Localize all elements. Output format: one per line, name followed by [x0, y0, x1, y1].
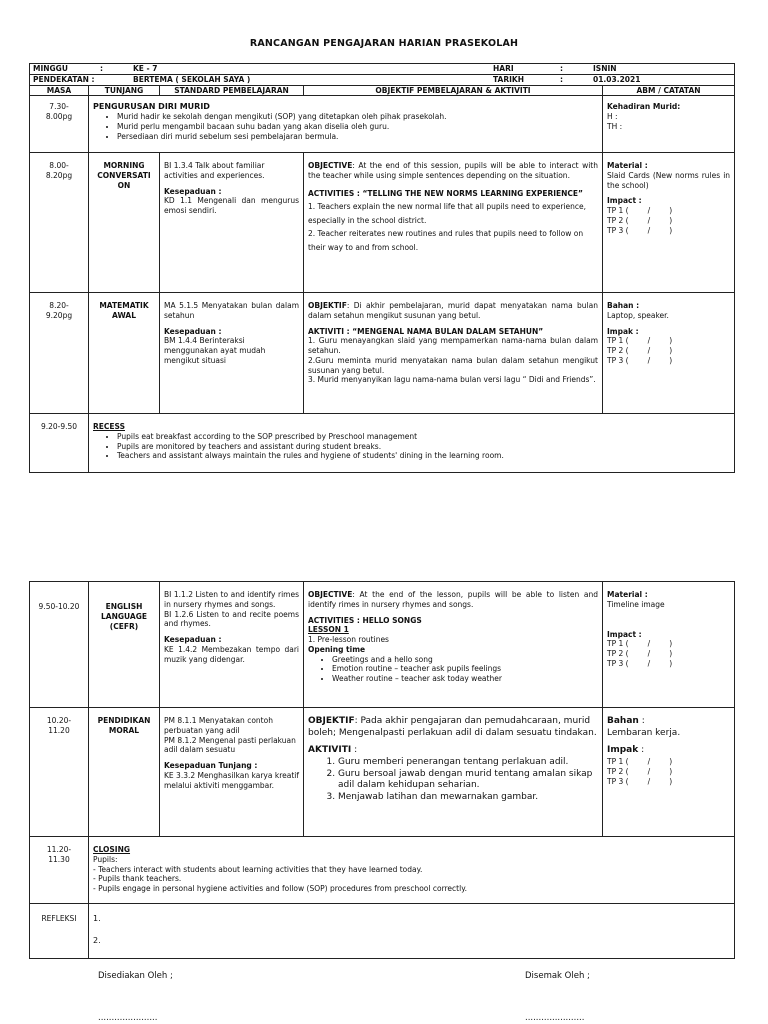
tp-2: TP 2 ( / ) [607, 346, 673, 355]
objective-label: OBJEKTIF [308, 301, 347, 310]
checked-by-label: Disemak Oleh ; [525, 971, 590, 981]
closing-line: Pupils: [93, 854, 118, 864]
material-text: Laptop, speaker. [607, 310, 669, 320]
minggu-value: KE - 7 [133, 64, 158, 73]
activity-3: 3. Murid menyanyikan lagu nama-nama bulan versi lagu “ Didi and Friends”. [308, 375, 596, 385]
header-row-1 [30, 64, 735, 75]
standard-text: BI 1.3.4 Talk about familiar activities and experiences. [164, 161, 265, 180]
abm-th: TH : [607, 121, 623, 131]
abm-cell [603, 153, 735, 293]
recess-cell [89, 414, 735, 473]
material-label: Bahan : [607, 301, 640, 310]
material-label: Material : [607, 590, 648, 599]
abm-cell [603, 582, 735, 708]
tunjang-cell: ENGLISH LANGUAGE (CEFR) [89, 582, 160, 708]
standard-text-1: PM 8.1.1 Menyatakan contoh perbuatan yang adil [164, 716, 273, 735]
list-item: 2. Guru bersoal jawab dengan murid tentang amalan sikap adil dalam kehidupan seharian. [338, 769, 598, 792]
objective-text: : Pada akhir pengajaran dan pemudahcaraan, murid boleh; Mengenalpasti perlakuan adil di dalam sesuatu tindakan. [308, 716, 597, 738]
standard-text-2: PM 8.1.2 Mengenal pasti perlakuan adil dalam sesuatu [164, 735, 296, 755]
tp-1: TP 1 ( / ) [607, 639, 673, 649]
kesepaduan-text: KD 1.1 Mengenali dan mengurus emosi sendiri. [164, 196, 299, 215]
refleksi-line-2: 2. [93, 936, 101, 946]
row-closing [30, 837, 735, 904]
standard-cell [160, 708, 304, 837]
col-objektif: OBJEKTIF PEMBELAJARAN & AKTIVITI [304, 86, 603, 96]
refleksi-label: REFLEKSI [30, 904, 89, 959]
colon-2: : [560, 64, 563, 73]
time-cell: 7.30- 8.00pg [30, 96, 89, 153]
standard-text-1: BI 1.1.2 Listen to and identify rimes in nursery rhymes and songs. [164, 590, 299, 609]
kesepaduan-label: Kesepaduan : [164, 635, 222, 644]
list-item: • Murid hadir ke sekolah dengan mengikuti (SOP) yang ditetapkan oleh pihak prasekolah. [117, 112, 598, 122]
objective-label: OBJECTIVE [308, 590, 353, 599]
pendekatan-label: PENDEKATAN : [33, 75, 95, 84]
objective-text: : At the end of the lesson, pupils will be able to listen and identify rimes in nursery rhymes and songs. [308, 590, 598, 609]
tunjang-cell: PENDIDIKAN MORAL [89, 708, 160, 837]
tunjang-cell: MORNING CONVERSATI ON [89, 153, 160, 293]
objective-cell [304, 582, 603, 708]
row-recess [30, 414, 735, 473]
abm-title: Kehadiran Murid: [607, 102, 681, 111]
pengurusan-cell [89, 96, 603, 153]
kesepaduan-text: KE 3.3.2 Menghasilkan karya kreatif melalui aktiviti menggambar. [164, 770, 299, 790]
section-title: PENGURUSAN DIRI MURID [93, 102, 210, 111]
abm-cell [603, 96, 735, 153]
activity-2: 2.Guru meminta murid menyatakan nama bulan dalam setahun mengikut susunan yang betul. [308, 355, 598, 375]
time-cell: 8.20- 9.20pg [30, 293, 89, 414]
impact-label: Impact : [607, 629, 642, 639]
lesson-plan-table-1 [29, 63, 735, 473]
material-text: Lembaran kerja. [607, 727, 681, 738]
impact-label: Impact : [607, 196, 642, 206]
tp-2: TP 2 ( / ) [607, 766, 673, 776]
activity-1: 1. Guru menayangkan slaid yang mempamerkan nama-nama bulan dalam setahun. [308, 336, 598, 355]
list-item: 3. Menjawab latihan dan mewarnakan gambar. [338, 792, 598, 804]
material-text: Timeline image [607, 599, 665, 609]
refleksi-cell [89, 904, 735, 959]
kesepaduan-text: KE 1.4.2 Membezakan tempo dari muzik yang didengar. [164, 644, 299, 664]
row-english [30, 582, 735, 708]
tunjang-cell: MATEMATIK AWAL [89, 293, 160, 414]
closing-line: - Teachers interact with students about learning activities that they have learned today. [93, 864, 423, 874]
page-title: RANCANGAN PENGAJARAN HARIAN PRASEKOLAH [249, 38, 519, 49]
col-abm: ABM / CATATAN [603, 86, 735, 96]
objective-label: OBJECTIVE [308, 161, 353, 170]
tp-3: TP 3 ( / ) [607, 776, 673, 786]
objective-cell [304, 153, 603, 293]
tp-1: TP 1 ( / ) [607, 206, 673, 215]
closing-line: - Pupils engage in personal hygiene activities and follow (SOP) procedures from preschool correctly. [93, 884, 467, 893]
section-title: CLOSING [93, 845, 131, 854]
list-item: 1. Guru memberi penerangan tentang perlakuan adil. [338, 757, 598, 769]
standard-text: MA 5.1.5 Menyatakan bulan dalam setahun [164, 301, 299, 320]
objective-text: : At the end of this session, pupils will be able to interact with the teacher while using simple sentences depending on the situation. [308, 161, 598, 180]
row-pengurusan [30, 96, 735, 153]
list-item: • Greetings and a hello song [332, 655, 598, 665]
col-masa: MASA [30, 86, 89, 96]
time-cell: 11.20- 11.30 [30, 837, 89, 904]
standard-text-2: BI 1.2.6 Listen to and recite poems and rhymes. [164, 609, 299, 629]
section-title: RECESS [93, 422, 125, 431]
list-item: • Murid perlu mengambil bacaan suhu badan yang akan diselia oleh guru. [117, 122, 598, 132]
kesepaduan-text: BM 1.4.4 Berinteraksi menggunakan ayat mudah mengikut situasi [164, 336, 266, 365]
opening-time: Opening time [308, 644, 366, 654]
header-row-2 [30, 75, 735, 86]
tp-1: TP 1 ( / ) [607, 336, 673, 346]
abm-cell [603, 293, 735, 414]
standard-cell [160, 293, 304, 414]
column-header-row [30, 86, 735, 96]
pre-lesson: 1. Pre-lesson routines [308, 635, 389, 644]
abm-h: H : [607, 111, 618, 121]
standard-cell [160, 582, 304, 708]
col-standard: STANDARD PEMBELAJARAN [160, 86, 304, 96]
activity-title: ACTIVITIES : “TELLING THE NEW NORMS LEARNING EXPERIENCE” [308, 188, 583, 198]
hari-value: ISNIN [593, 64, 617, 73]
time-cell: 8.00- 8.20pg [30, 153, 89, 293]
kesepaduan-label: Kesepaduan : [164, 326, 222, 336]
tp-3: TP 3 ( / ) [607, 355, 673, 365]
closing-cell [89, 837, 735, 904]
time-cell: 9.20-9.50 [30, 414, 89, 473]
refleksi-line-1: 1. [93, 914, 101, 923]
row-refleksi [30, 904, 735, 959]
lesson-label: LESSON 1 [308, 625, 349, 635]
row-moral [30, 708, 735, 837]
tp-2: TP 2 ( / ) [607, 215, 673, 225]
objective-text: : Di akhir pembelajaran, murid dapat menyatakan nama bulan dalam setahun mengikut susunan yang betul. [308, 301, 598, 320]
closing-line: - Pupils thank teachers. [93, 874, 182, 884]
abm-cell [603, 708, 735, 837]
row-morning [30, 153, 735, 293]
list-item: • Pupils are monitored by teachers and assistant during student breaks. [117, 442, 730, 452]
material-label: Bahan [607, 716, 639, 726]
col-tunjang: TUNJANG [89, 86, 160, 96]
impact-label: Impak [607, 745, 639, 756]
activity-colon: : [351, 745, 358, 756]
list-item: • Weather routine – teacher ask today weather [332, 674, 598, 684]
activity-title: AKTIVITI : “MENGENAL NAMA BULAN DALAM SETAHUN” [308, 326, 544, 336]
prepared-by-signature-line: ...................... [98, 1013, 158, 1023]
tp-3: TP 3 ( / ) [607, 658, 673, 668]
lesson-plan-table-2 [29, 581, 735, 959]
tarikh-label: TARIKH [493, 75, 524, 84]
impact-label: Impak : [607, 326, 639, 336]
impact-colon: : [638, 745, 645, 756]
tp-2: TP 2 ( / ) [607, 649, 673, 658]
tarikh-value: 01.03.2021 [593, 75, 641, 84]
colon-3: : [560, 75, 563, 84]
prepared-by-label: Disediakan Oleh ; [98, 971, 173, 981]
time-cell: 9.50-10.20 [30, 582, 89, 708]
time-cell: 10.20- 11.20 [30, 708, 89, 837]
tp-1: TP 1 ( / ) [607, 757, 673, 767]
material-colon: : [638, 716, 645, 726]
pendekatan-value: BERTEMA ( SEKOLAH SAYA ) [133, 75, 251, 84]
objective-label: OBJEKTIF [308, 716, 355, 726]
objective-cell [304, 708, 603, 837]
list-item: • Persediaan diri murid sebelum sesi pembelajaran bermula. [117, 132, 598, 142]
activity-title: ACTIVITIES : HELLO SONGS [308, 615, 422, 625]
list-item: • Teachers and assistant always maintain the rules and hygiene of students' dining in the learning room. [117, 451, 730, 461]
tp-3: TP 3 ( / ) [607, 225, 673, 235]
colon-1: : [100, 64, 103, 73]
hari-label: HARI [493, 64, 514, 73]
activity-1: 1. Teachers explain the new normal life that all pupils need to experience, especially in the school district. [308, 202, 587, 225]
list-item: • Pupils eat breakfast according to the SOP prescribed by Preschool management [117, 432, 730, 442]
material-text: Slaid Cards (New norms rules in the school) [607, 170, 731, 190]
objective-cell [304, 293, 603, 414]
activity-title: AKTIVITI [308, 745, 352, 756]
list-item: • Emotion routine – teacher ask pupils feelings [332, 664, 598, 674]
kesepaduan-label: Kesepaduan : [164, 186, 222, 196]
material-label: Material : [607, 161, 648, 170]
row-matematik [30, 293, 735, 414]
activity-2: 2. Teacher reiterates new routines and rules that pupils need to follow on their way to and from school. [308, 229, 584, 252]
checked-by-signature-line: ...................... [525, 1013, 585, 1023]
minggu-label: MINGGU [33, 64, 68, 73]
standard-cell [160, 153, 304, 293]
kesepaduan-label: Kesepaduan Tunjang : [164, 761, 258, 770]
